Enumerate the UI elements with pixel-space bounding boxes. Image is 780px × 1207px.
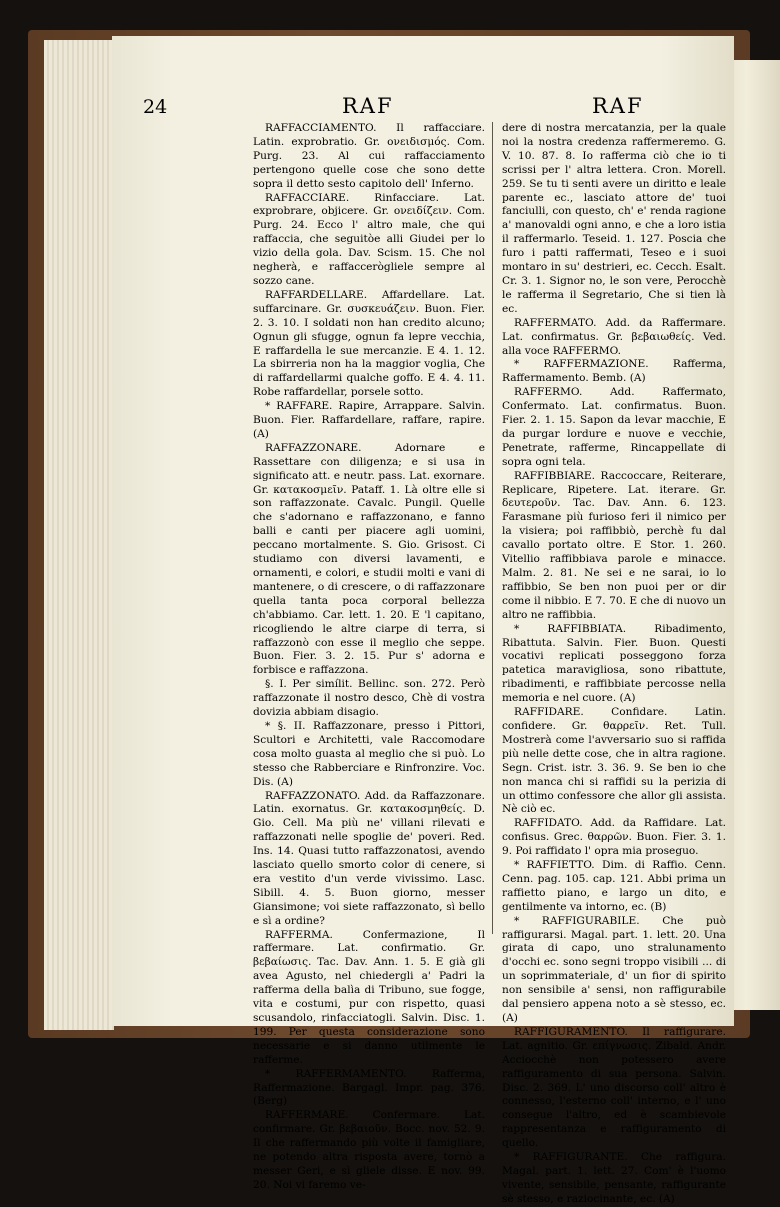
- entry-raffardellare: RAFFARDELLARE. Affardellare. Lat. suffarcinare. Gr. συσκευάζειν. Buon. Fier. 2. 3. 10. I soldati non han credito alcuno; Ognun gli sfugge, ognun fa lepre vecchia, E raffardella le sue mercanzie. E 4. 1. 12. La sbirreria non ha la maggior voglia, Che di raffardellarmi qualche goffo. E 4. 4. 11. Robe raffardellar, porselе sotto.: [253, 288, 485, 399]
- entry-raffermare: RAFFERMARE. Confermare. Lat. confirmare. Gr. βεβαιοῦν. Bocc. nov. 52. 9. Il che raffermando più volte il famigliare, ne potendo altra risposta avere, tornò a messer Geri, e sì gliele disse. E nov. 99. 20. Noi vi faremo ve-: [253, 1109, 485, 1191]
- entry-raffacciare: RAFFACCIARE. Rinfacciare. Lat. exprobrare, objicere. Gr. ονειδίζειν. Com. Purg. 24. Ecco l' altro male, che qui raffaccia, che seguitòe alli Giudei per lo vizio della gola. Dav. Scism. 15. Che nol negherà, e raffacceròglielе sempre al sozzo cane.: [253, 191, 485, 287]
- entry-raffidato: RAFFIDATO. Add. da Raffidare. Lat. confisus. Grec. θαρρῶν. Buon. Fier. 3. 1. 9. Poi raffidato l' opra mia proseguo.: [502, 817, 726, 858]
- left-column: [253, 122, 485, 1191]
- column-divider: [492, 122, 493, 934]
- entry-raffazzonare: RAFFAZZONARE. Adornare e Rassettare con diligenza; e si usa in significato att. e neutr. pass. Lat. exornare. Gr. κατακοσμεῖν. Pataff. 1. Là oltre elle si son raffazzonate. Cavalc. Pungil. Quelle che s'adornano e raffazzonano, e fanno balli e canti per piacere agli uomini, peccano mortalmente. S. Gio. Grisost. Ci studiamo con diversi lavamenti, e ornamenti, e colori, e studii molti e vani di mantenere, o di crescere, o di raffazzonare quella tanta poca corporal bellezza ch'abbiamo. Car. lett. 1. 20. E 'l capitano, ricogliendo le altre ciarpe di terra, si raffazzonò con esse il meglio che seppe. Buon. Fier. 3. 2. 15. Pur s' adorna e forbisce e raffazzona.: [253, 441, 485, 677]
- entry-raffazzonare-s2: * §. II. Raffazzonare, presso i Pittori, Scultori e Architetti, vale Raccomodare cosa molto guasta al meglio che si può. Lo stesso che Rabberciare e Rinfronzire. Voc. Dis. (A): [253, 719, 485, 788]
- page-stack-edges: [44, 40, 114, 1030]
- entry-raffietto: * RAFFIETTO. Dim. di Raffio. Cenn. Cenn. pag. 105. cap. 121. Abbi prima un raffietto piano, e largo un dito, e gentilmente va intorno, ec. (B): [502, 859, 726, 913]
- running-header-left: RAF: [342, 94, 394, 118]
- page-number: 24: [143, 96, 168, 118]
- entry-raffazzonato: RAFFAZZONATO. Add. da Raffazzonare. Latin. exornatus. Gr. κατακοσμηθείς. D. Gio. Cell. Ma più ne' villani rilevati e raffazzonati nelle spoglie de' poveri. Red. Ins. 14. Quasi tutto raffazzonatosi, avendo lasciato quello smorto color di cenere, si era vestito d'un verde vivissimo. Lasc. Sibill. 4. 5. Buon giorno, messer Giansimone; voi siete raffazzonato, sì bello e sì a ordine?: [253, 789, 485, 927]
- entry-raffazzonare-s1: §. I. Per simílit. Bellinc. son. 272. Però raffazzonate il nostro desco, Chè di vostra dovizia abbiam disagio.: [253, 678, 485, 719]
- entry-raffigurante: * RAFFIGURANTE. Che raffigura. Magal. part. 1. lett. 27. Com' è l'uomo vivente, sensibile, pensante, raffigurante sè stesso, e raziocinante, ec. (A): [502, 1151, 726, 1205]
- running-header-right: RAF: [592, 94, 644, 118]
- entry-raffibbiata: * RAFFIBBIATA. Ribadimento, Ribattuta. Salvin. Fier. Buon. Questi vocativi replicati posseggono forza patetica maravigliosa, sono ribattute, ribadimenti, e raffibbiate percosse nella memoria e nel cuore. (A): [502, 622, 726, 705]
- entry-raffibbiare: RAFFIBBIARE. Raccoccare, Reiterare, Replicare, Ripetere. Lat. iterare. Gr. δευτεροῦν. Tac. Dav. Ann. 6. 123. Farasmane più furioso feri il nimico per la visiera; poi raffibbiò, perchè fu dal cavallo portato oltre. E Stor. 1. 260. Vitellio raffibbiava parole e minacce. Malm. 2. 81. Ne sei e ne sarai, io lo raffibbio, Se ben non puoi per or dir come il nibbio. E 7. 70. E che di nuovo un altro ne raffibbia.: [502, 469, 726, 621]
- right-column: [502, 122, 726, 1205]
- entry-raffermato: RAFFERMATO. Add. da Raffermare. Lat. confirmatus. Gr. βεβαιωθείς. Ved. alla voce RAFFERMO.: [502, 316, 726, 357]
- entry-raffermazione: * RAFFERMAZIONE. Rafferma, Raffermamento. Bemb. (A): [502, 358, 726, 385]
- entry-raffacciamento: RAFFACCIAMENTO. Il raffacciare. Latin. exprobratio. Gr. ονειδισμός. Com. Purg. 23. Al cui raffacciamento pertengono quelle cose che sono dette sopra il detto sesto capitolo dell' Inferno.: [253, 122, 485, 190]
- entry-raffare: * RAFFARE. Rapire, Arrappare. Salvin. Buon. Fier. Raffardellare, raffare, rapire. (A): [253, 400, 485, 440]
- entry-raffidare: RAFFIDARE. Confidare. Latin. confidere. Gr. θαρρεῖν. Ret. Tull. Mostrerà come l'avversario suo si raffida più nelle dette cose, che in altra ragione. Segn. Crist. istr. 3. 36. 9. Se ben io che non manca chi si raffidi su la perizia di un ottimo confessore che allor gli assista. Nè ciò ec.: [502, 706, 726, 816]
- entry-raffigurabile: * RAFFIGURABILE. Che può raffigurarsi. Magal. part. 1. lett. 20. Una girata di capo, uno stralunamento d'occhi ec. sono segni troppo visibili ... di un soprimmateriale, d' un fior di spirito non sensibile a' sensi, non raffigurabile dal pensiero appena noto a sè stesso, ec. (A): [502, 914, 726, 1024]
- entry-raffiguramento: RAFFIGURAMENTO. Il raffigurare. Lat. agnitio. Gr. επίγνωσις. Zibald. Andr. Acciocchè non potessero avere raffiguramento di sua persona. Salvin. Disc. 2. 369. L' uno discorso coll' altro è connesso, l'esterno coll' interno, e l' uno consegue l'altro, ed è scambievole rappresentanza e raffiguramento di quello.: [502, 1025, 726, 1150]
- entry-raffermo: RAFFERMO. Add. Raffermato, Confermato. Lat. confirmatus. Buon. Fier. 2. 1. 15. Sapon da levar macchie, E da purgar lordure e nuove e vecchie, Penetrate, rafferme, Rincappellate di sopra ogni tela.: [502, 386, 726, 468]
- entry-rafferma: RAFFERMA. Confermazione, Il raffermare. Lat. confirmatio. Gr. βεβαίωσις. Tac. Dav. Ann. 1. 5. E già gli avea Agusto, nel chiedergli a' Padri la rafferma della balìa di Tribuno, sue fogge, vita e costumi, pur con rispetto, quasi scusandolo, rinfacciatogli. Salvin. Disc. 1. 199. Per questa considerazione sono necessarie e si danno utilmente le rafferme.: [253, 928, 485, 1066]
- entry-raffermamento: * RAFFERMAMENTO. Rafferma, Raffermazione. Bargagl. Impr. pag. 376. (Berg): [253, 1067, 485, 1108]
- entry-raffermare-cont: dere di nostra mercatanzia, per la quale noi la nostra credenza raffermeremo. G. V. 10. 87. 8. Io rafferma ciò che io ti scrissi per l' altra lettera. Cron. Morell. 259. Se tu ti senti avere un diritto e leale parente ec., lasciato attore de' tuoi fanciulli, con questo, ch' e' renda ragione a' manovaldi ogni anno, e che a loro istia il raffermarlo. Teseid. 1. 127. Poscia che furo i patti raffermati, Teseo e i suoi montaro in su' destrieri, ec. Cecch. Esalt. Cr. 3. 1. Signor no, le son vere, Perocchè le rafferma il Segretario, Che si tien là ec.: [502, 122, 726, 315]
